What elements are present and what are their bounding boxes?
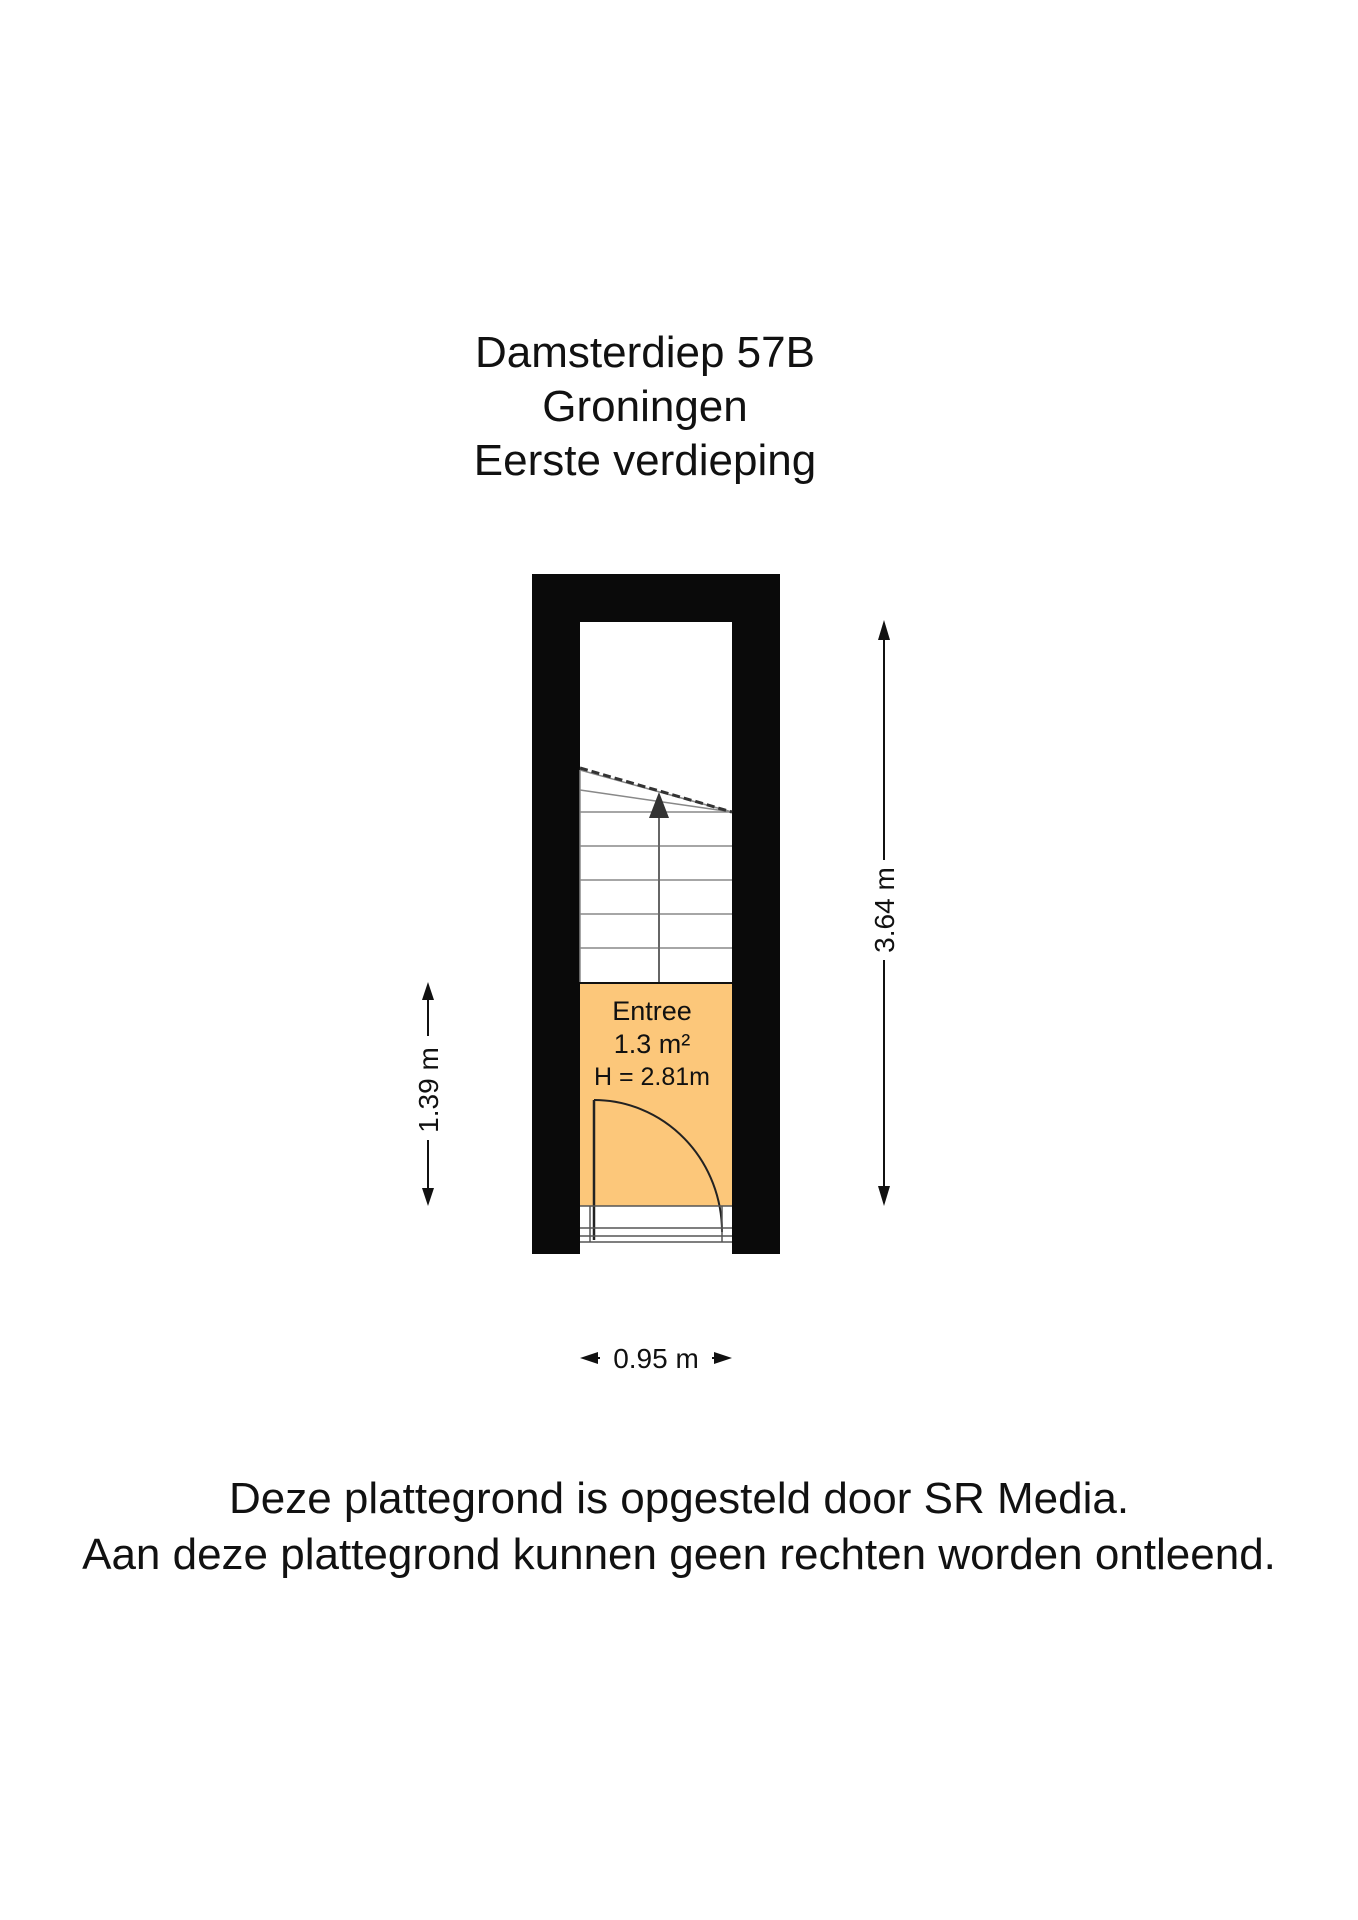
stair-direction-arrow-icon: [649, 792, 669, 818]
room-area-label: 1.3 m²: [613, 1029, 691, 1059]
room-height-label: H = 2.81m: [593, 1063, 711, 1091]
door-threshold: [580, 1206, 732, 1242]
disclaimer-line-2: Aan deze plattegrond kunnen geen rechten worden ontleend.: [82, 1530, 1276, 1579]
dimension-total-length-label: 3.64 m: [869, 867, 900, 953]
room-name-label: Entree: [612, 996, 692, 1026]
city-title: Groningen: [542, 382, 748, 431]
address-title: Damsterdiep 57B: [475, 328, 815, 377]
wall-right: [732, 574, 780, 1254]
dimension-width-label: 0.95 m: [613, 1343, 699, 1374]
disclaimer-line-1: Deze plattegrond is opgesteld door SR Media.: [228, 1474, 1130, 1523]
wall-left: [532, 574, 580, 1254]
floor-title: Eerste verdieping: [473, 436, 817, 485]
dimension-room-length-label: 1.39 m: [413, 1047, 444, 1133]
